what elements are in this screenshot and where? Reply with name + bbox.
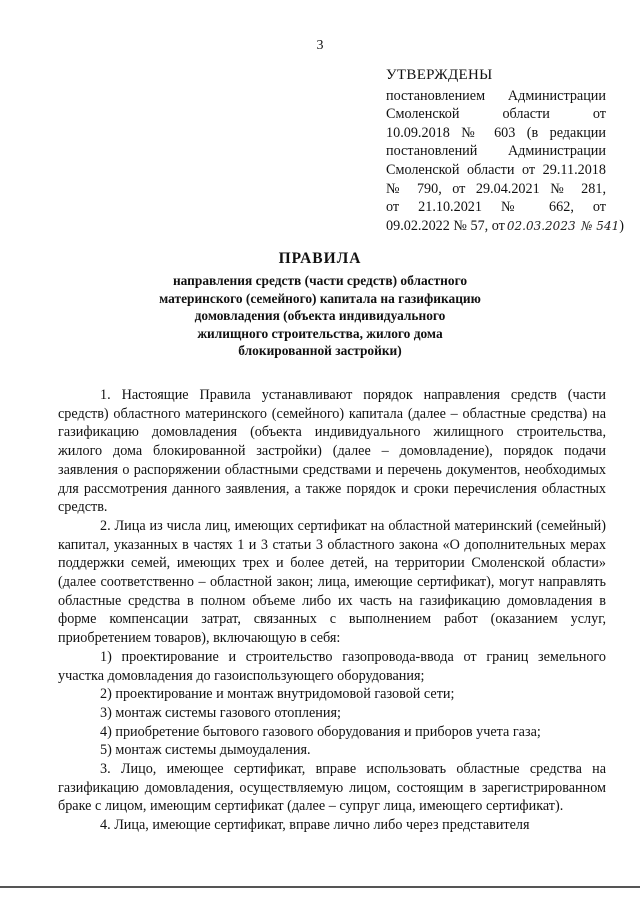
- approval-line: № 790, от 29.04.2021 № 281,: [386, 180, 606, 197]
- document-body: [58, 386, 606, 835]
- approval-line: Смоленской области от: [386, 106, 606, 123]
- approval-line: Смоленской области от 29.11.2018: [386, 161, 606, 178]
- subtitle-line: блокированной застройки): [238, 343, 402, 359]
- approval-line: от 21.10.2021 № 662, от: [386, 199, 606, 216]
- handwritten-number: № 541: [581, 218, 620, 233]
- document-title: ПРАВИЛА: [278, 250, 362, 267]
- paragraph-3: 3. Лицо, имеющее сертификат, вправе использовать областные средства на газификацию домовладения, осуществляемую лицом, состоящим в зарегистрированном браке с лицом, имеющим сертификат (далее – супруг лица, имеющего сертификат).: [58, 761, 606, 815]
- approval-line: постановлений Администрации: [386, 143, 606, 160]
- list-item: 3) монтаж системы газового отопления;: [100, 704, 341, 721]
- list-item: 2) проектирование и монтаж внутридомовой газовой сети;: [100, 686, 455, 703]
- paragraph-4: 4. Лица, имеющие сертификат, вправе лично либо через представителя: [100, 817, 530, 834]
- closing-paren: ): [619, 217, 624, 234]
- approval-line: постановлением Администрации: [386, 87, 606, 104]
- paragraph-1: 1. Настоящие Правила устанавливают порядок направления средств (части средств) областного материнского (семейного) капитала (далее – областные средства) на газификацию домовладения (объекта индивидуального жилищного строительства, жилого дома блокированной застройки) (далее – домовладение), порядок подачи заявления о распоряжении областными средствами и перечень документов, необходимых для рассмотрения данного заявления, а также порядок и сроки перечисления областных средств.: [58, 387, 606, 516]
- approval-line: 10.09.2018 № 603 (в редакции: [386, 124, 606, 141]
- subtitle-line: материнского (семейного) капитала на газификацию: [159, 290, 481, 306]
- list-item: 1) проектирование и строительство газопровода-ввода от границ земельного участка домовладения до газоиспользующего оборудования;: [58, 648, 606, 684]
- handwritten-date: 02.03.2023: [506, 218, 576, 233]
- list-item: 5) монтаж системы дымоудаления.: [100, 742, 311, 759]
- list-item: 4) приобретение бытового газового оборудования и приборов учета газа;: [100, 723, 541, 740]
- document-heading: [100, 250, 540, 360]
- subtitle-line: домовладения (объекта индивидуального: [194, 308, 446, 324]
- approval-block: [386, 66, 624, 235]
- page-number: 3: [316, 38, 324, 53]
- page-bottom-border: [0, 886, 640, 888]
- paragraph-2: 2. Лица из числа лиц, имеющих сертификат на областной материнский (семейный) капитал, указанных в частях 1 и 3 статьи 3 областного закона «О дополнительных мерах поддержки семей, имеющих трех и более детей, на территории Смоленской области» (далее соответственно – областной закон; лица, имеющие сертификат), могут направлять областные средства в полном объеме либо их часть на газификацию домовладения в форме компенсации затрат, связанных с выполнением работ (оказанием услуг, приобретением товаров), включающую в себя:: [58, 517, 606, 647]
- approval-last-line: [386, 217, 624, 236]
- subtitle-line: жилищного строительства, жилого дома: [197, 325, 443, 341]
- subtitle-line: направления средств (части средств) областного: [172, 273, 468, 288]
- approval-line: 09.02.2022 № 57, от: [386, 217, 505, 234]
- approval-title: УТВЕРЖДЕНЫ: [386, 67, 493, 83]
